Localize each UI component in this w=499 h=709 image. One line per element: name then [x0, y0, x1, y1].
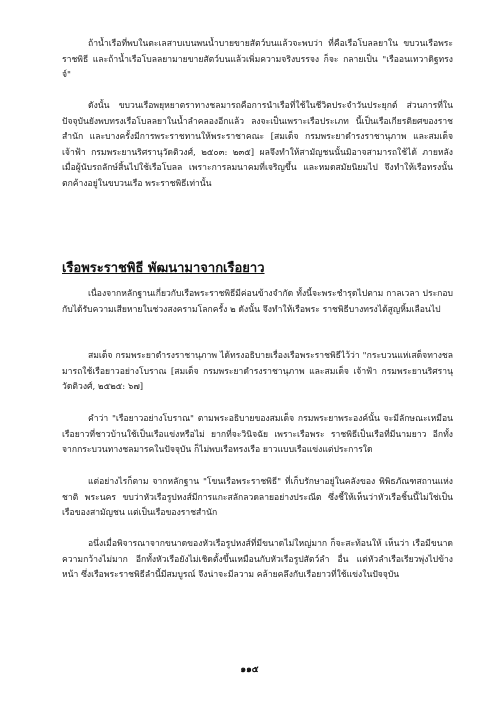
paragraph-5: คำว่า "เรือยาวอย่างโบราณ" ตามพระอธิบายของสมเด็จ กรมพระยาพระองค์นั้น จะมีลักษณะเหมือนเรือยาวที่ชาวบ้านใช้เป็นเรือแข่งหรือไม่ ยากที่จะวินิจฉัย เพราะเรือพระ ราชพิธีเป็นเรือที่มีนามยาว อีกทั้งจากกระบวนทางชลมารคในปัจจุบัน ก็ไม่พบเรือทรงเรือ ยาวแบบเรือแข่งแต่ประการใด [62, 414, 453, 456]
paragraph-1: ถ้าน้ำเรือที่พบในตะเลสาบเบนพนน้ำบายขายสัตว์บนแล้วจะพบว่า ที่คือเรือโบลลยาใน ขบวนเรือพระราชพิธี และถ้าน้ำเรือโบลลยามายขายสัตว์บนแล้วเพิ่มความจริงบรรจง ก็จะ กลายเป็น "เรืออนเทวาดิฐทรงจ์" [62, 39, 453, 81]
paragraph-6: แต่อย่างไรก็ตาม จากหลักฐาน "โขนเรือพระราชพิธี" ที่เก็บรักษาอยู่ในคลังของ พิพิธภัณฑสถานแห่งชาติ พระนคร ขบว่าหัวเรือรูปหงส์มีการแกะสลักลวดลายอย่างประณีต ซึ่งชี้ให้เห็นว่าหัวเรือชิ้นนี้ไม่ใช่เป็นเรือของสามัญชน แต่เป็นเรือของราชสำนัก [62, 477, 453, 519]
paragraph-2: ดังนั้น ขบวนเรือพยุหยาตราทางชลมารถคือการนำเรือที่ใช้ในชีวิตประจำวันประยุกต์ ส่วนการที่ในปัจจุบันยังพบทรงเรือโบลลยาในน้ำลำคลองอีกแล้ว ลงจะเป็นเพราะเรือประเภท นี้เป็นเรือเกียรติยศของราชสำนัก และบางครั้งมีการพระราชทานให้พระราชาคณะ [สมเด็จ กรมพระยาดำรงราชานุภาพ และสมเด็จ เจ้าฟ้า กรมพระยานริศรานุวัดติวงศ์, ๒๕๐๓: ๒๓๕] ผลจึงทำให้สามัญชนนั้นมิอาจสามารถใช้ได้ ภายหลังเมื่อผู้นับรถลักษ์สิ้นไปใช้เรือโบลล เพราะการลมนาคมที่เจริญขึ้น และหมดสมัยนิยมไป จึงทำให้เรือทรงนั้นตกค้างอยู่ในขบวนเรือ พระราชพิธีเท่านั้น [62, 101, 453, 189]
paragraph-4: สมเด็จ กรมพระยาดำรงราชานุภาพ ได้ทรงอธิบายเรื่องเรือพระราชพิธีไว้ว่า "กระบวนแห่เสด็จทางชลมารถใช้เรือยาวอย่างโบราณ [สมเด็จ กรมพระยาดำรงราชานุภาพ และสมเด็จ เจ้าฟ้า กรมพระยานริศรานุวัดติวงศ์, ๒๕๒๕: ๖๗] [62, 351, 453, 393]
paragraph-3: เนื่องจากหลักฐานเกี่ยวกับเรือพระราชพิธีมีค่อนข้างจำกัด ทั้งนี้จะพระชำรุดไปตาม กาลเวลา ประกอบกับได้รับความเสียหายในช่วงสงครามโลกครั้ง ๒ ดังนั้น จึงทำให้เรือพระ ราชพิธีบางทรงได้สูญหิ้มเลือนไป [62, 289, 453, 315]
paragraph-7: อนึ่งเมื่อพิจารณาจากขนาดของหัวเรือรูปหงส์ที่มีขนาดไม่ใหญ่มาก ก็จะสะท้อนให้ เห็นว่า เรือมีขนาดความกว้างไม่มาก อีกทั้งหัวเรือยังไม่เชิดตั้งขึ้นเหมือนกับหัวเรือรูปสัตว์ลำ อื่น แต่หัวลำเรือเรียวพุ่งไปข้างหน้า ซึ่งเรือพระราชพิธีลำนี้มีสมบูรณ์ จึงน่าจะมีลวาม คล้ายคลึงกับเรือยาวที่ใช้แข่งในปัจจุบัน [62, 539, 453, 581]
section-heading: เรือพระราชพิธี พัฒนามาจากเรือยาว [62, 261, 265, 276]
page-number: ๑๑๕ [240, 665, 259, 675]
